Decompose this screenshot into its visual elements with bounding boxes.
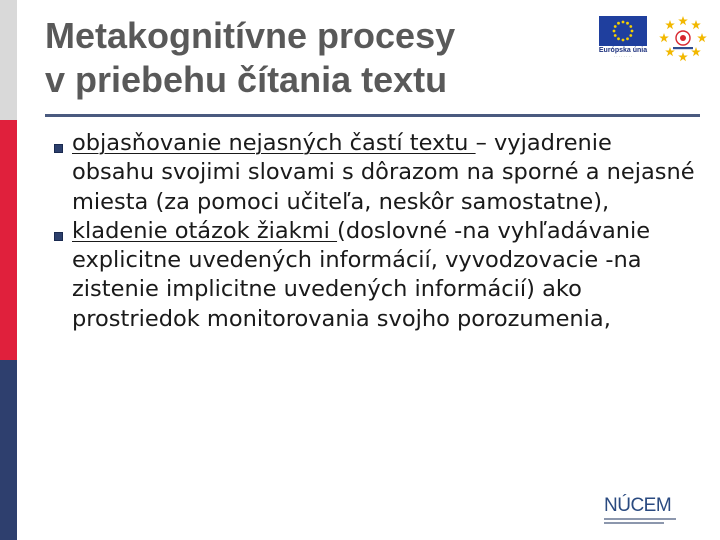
eu-caption: Európska únia <box>598 47 648 54</box>
sidebar-navy-band <box>0 360 17 540</box>
eu-logo <box>597 16 649 64</box>
bullet-item-questioning <box>50 217 700 334</box>
square-bullet-icon <box>54 144 63 153</box>
bullet-underlined-phrase: kladenie otázok žiakmi <box>72 217 338 244</box>
bullet-text <box>72 218 650 332</box>
bullet-body: – vyjadrenie obsahu svojimi slovami s dôrazom na sporné a nejasné miesta (za pomoci učiteľa, neskôr samostatne), <box>72 130 695 215</box>
star-ring-emblem-icon <box>658 14 708 64</box>
nucem-wordmark: NÚCEM <box>604 495 672 516</box>
operational-programme-logo <box>658 14 708 64</box>
slide-title <box>45 14 455 102</box>
bullet-text <box>72 130 695 215</box>
bullet-underlined-phrase: objasňovanie nejasných častí textu <box>72 130 476 156</box>
sidebar-grey-band <box>0 0 17 120</box>
nucem-tagline-decoration <box>604 518 694 524</box>
title-line-2: v priebehu čítania textu <box>45 59 448 100</box>
bullet-item-clarifying <box>50 129 700 217</box>
sidebar-red-band <box>0 120 17 360</box>
eu-subcaption-decoration: · · · · · · · · <box>613 54 633 59</box>
eu-flag-icon <box>599 16 647 46</box>
bullet-body: (doslovné -na vyhľadávanie explicitne uvedených informácií, vyvodzovacie -na zistenie implicitne uvedených informácií) ako prostriedok monitorovania svojho porozumenia, <box>72 217 651 332</box>
title-divider <box>45 114 700 117</box>
square-bullet-icon <box>54 232 63 241</box>
title-line-1: Metakognitívne procesy <box>45 15 456 56</box>
nucem-logo <box>604 496 694 530</box>
bullet-list <box>50 129 700 334</box>
